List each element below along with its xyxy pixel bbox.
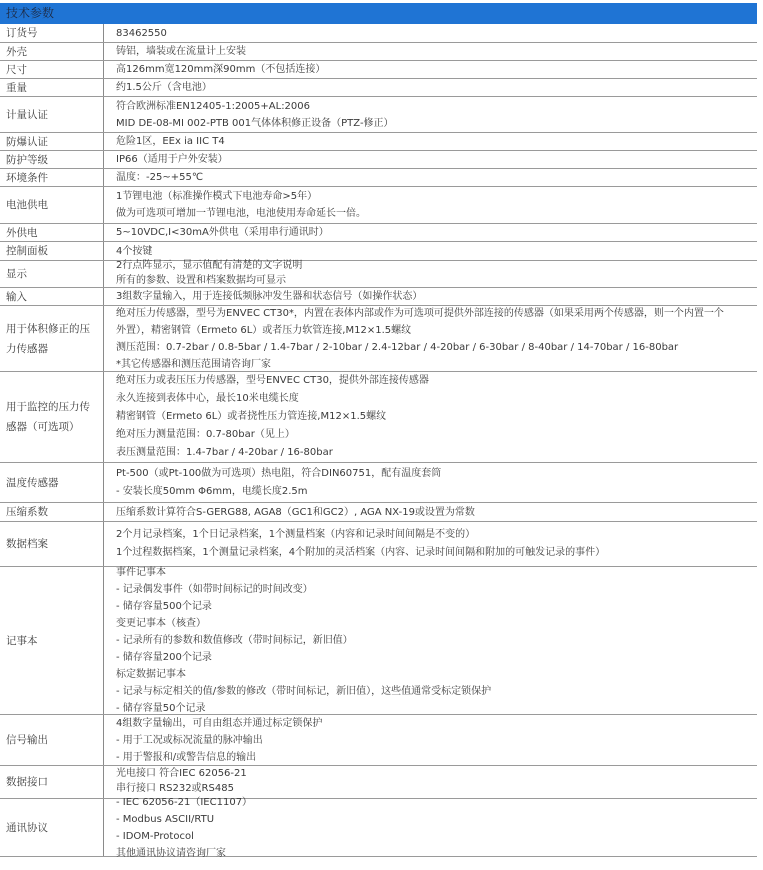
row-value-line: 其他通讯协议请咨询厂家 bbox=[116, 847, 226, 859]
row-label: 输入 bbox=[0, 288, 104, 305]
row-value-line: 永久连接到表体中心，最长10米电缆长度 bbox=[116, 393, 299, 404]
table-title: 技术参数 bbox=[0, 3, 757, 24]
table-row bbox=[0, 187, 757, 224]
row-value bbox=[104, 24, 757, 42]
row-value-line: 绝对压力测量范围：0.7-80bar（见上） bbox=[116, 429, 295, 440]
row-label bbox=[0, 372, 104, 462]
table-row bbox=[0, 242, 757, 261]
row-value-line: 光电接口 符合IEC 62056-21 bbox=[116, 768, 247, 780]
row-value-line: 测压范围：0.7-2bar / 0.8-5bar / 1.4-7bar / 2-10bar / 2.4-12bar / 4-20bar / 6-30bar / 8-40bar / 14-70bar / 16-80bar bbox=[116, 341, 679, 353]
row-value-line: 串行接口 RS232或RS485 bbox=[116, 783, 234, 794]
row-value-line: 2个月记录档案，1个日记录档案，1个测量档案（内容和记录时间间隔是不变的） bbox=[116, 529, 476, 540]
table-row bbox=[0, 503, 757, 522]
table-row bbox=[0, 306, 757, 372]
table-row bbox=[0, 261, 757, 288]
row-value-line: 4组数字量输出，可自由组态并通过标定锁保护 bbox=[116, 717, 323, 729]
table-row bbox=[0, 61, 757, 79]
row-value-line: 符合欧洲标准EN12405-1:2005+AL:2006 bbox=[116, 100, 311, 112]
row-value-line: - 记录所有的参数和数值修改（带时间标记，新旧值） bbox=[116, 635, 353, 646]
row-label: 环境条件 bbox=[0, 169, 104, 186]
row-value bbox=[104, 187, 757, 223]
table-row bbox=[0, 24, 757, 43]
row-value bbox=[104, 463, 757, 502]
row-value-line: IP66（适用于户外安装） bbox=[116, 154, 228, 165]
row-value-line: - 储存容量500个记录 bbox=[116, 601, 212, 612]
table-row bbox=[0, 463, 757, 503]
row-label: 压缩系数 bbox=[0, 503, 104, 521]
row-value-line: - 用于工况或标况流量的脉冲输出 bbox=[116, 734, 263, 746]
row-value bbox=[104, 151, 757, 168]
row-value bbox=[104, 372, 757, 462]
row-value bbox=[104, 522, 757, 566]
row-label-line: 用于监控的压力传 bbox=[6, 401, 90, 413]
table-row bbox=[0, 288, 757, 306]
row-value-line: - 用于警报和/或警告信息的输出 bbox=[116, 751, 257, 763]
row-value-line: 83462550 bbox=[116, 27, 167, 39]
table-row bbox=[0, 796, 757, 859]
row-value bbox=[104, 97, 757, 132]
row-label: 防爆认证 bbox=[0, 133, 104, 150]
row-value-line: 压缩系数计算符合S-GERG88, AGA8（GC1和GC2）, AGA NX-19或设置为常数 bbox=[116, 506, 475, 518]
row-label: 通讯协议 bbox=[0, 799, 104, 856]
row-label: 外壳 bbox=[0, 43, 104, 60]
row-value-line: 绝对压力传感器，型号为ENVEC CT30*，内置在表体内部或作为可选项可提供外部连接的传感器（如果采用两个传感器，则一个内置一个 bbox=[116, 307, 724, 319]
tech-spec-table bbox=[0, 3, 757, 857]
row-value-line: - Modbus ASCII/RTU bbox=[116, 813, 215, 825]
table-row bbox=[0, 79, 757, 97]
row-value-line: 绝对压力或表压压力传感器，型号ENVEC CT30，提供外部连接传感器 bbox=[116, 375, 429, 386]
row-value-line: 3组数字量输入，用于连接低频脉冲发生器和状态信号（如操作状态） bbox=[116, 291, 423, 302]
row-value-line: 所有的参数、设置和档案数据均可显示 bbox=[116, 275, 286, 286]
row-value bbox=[104, 796, 757, 859]
row-value-line: Pt-500（或Pt-100做为可选项）热电阻，符合DIN60751，配有温度套筒 bbox=[116, 467, 442, 479]
table-row bbox=[0, 372, 757, 463]
row-label: 防护等级 bbox=[0, 151, 104, 168]
row-label: 温度传感器 bbox=[0, 463, 104, 502]
row-value-line: 约1.5公斤（含电池） bbox=[116, 82, 212, 93]
table-row bbox=[0, 522, 757, 567]
table-row bbox=[0, 169, 757, 187]
row-value-line: 危险1区，EEx ia IIC T4 bbox=[116, 136, 225, 147]
table-body bbox=[0, 24, 757, 857]
row-value bbox=[104, 715, 757, 765]
row-value-line: 变更记事本（核查） bbox=[116, 618, 206, 629]
row-value-line: - 储存容量50个记录 bbox=[116, 703, 206, 714]
row-value bbox=[104, 169, 757, 186]
row-label: 尺寸 bbox=[0, 61, 104, 78]
row-label: 订货号 bbox=[0, 24, 104, 42]
row-value-line: 1个过程数据档案，1个测量记录档案，4个附加的灵活档案（内容、记录时间间隔和附加的可触发记录的事件） bbox=[116, 547, 606, 558]
table-row bbox=[0, 151, 757, 169]
row-value-line: - 安装长度50mm Φ6mm，电缆长度2.5m bbox=[116, 485, 308, 497]
row-value-line: 5~10VDC,I<30mA外供电（采用串行通讯时） bbox=[116, 227, 329, 238]
row-value bbox=[104, 61, 757, 78]
row-value-line: - IEC 62056-21（IEC1107） bbox=[116, 796, 253, 808]
row-label: 数据档案 bbox=[0, 522, 104, 566]
row-value-line: 做为可选项可增加一节锂电池，电池使用寿命延长一倍。 bbox=[116, 208, 366, 219]
row-value-line: 事件记事本 bbox=[116, 567, 166, 578]
row-value bbox=[104, 43, 757, 60]
row-value-line: 温度：-25~+55℃ bbox=[116, 172, 204, 183]
table-row bbox=[0, 97, 757, 133]
row-value-line: 高126mm宽120mm深90mm（不包括连接） bbox=[116, 64, 326, 75]
row-value-line: MID DE-08-MI 002-PTB 001气体体积修正设备（PTZ-修正） bbox=[116, 117, 394, 129]
row-label: 外供电 bbox=[0, 224, 104, 241]
table-row bbox=[0, 133, 757, 151]
row-value-line: - 记录偶发事件（如带时间标记的时间改变） bbox=[116, 584, 313, 595]
row-value-line: 表压测量范围：1.4-7bar / 4-20bar / 16-80bar bbox=[116, 447, 333, 458]
table-row bbox=[0, 715, 757, 766]
row-value-line: - 储存容量200个记录 bbox=[116, 652, 212, 663]
row-label bbox=[0, 306, 104, 371]
row-value-line: 1节锂电池（标准操作模式下电池寿命>5年） bbox=[116, 191, 318, 202]
row-value bbox=[104, 261, 757, 287]
row-label-line: 用于体积修正的压 bbox=[6, 322, 90, 335]
row-label: 显示 bbox=[0, 261, 104, 287]
row-value bbox=[104, 133, 757, 150]
row-label: 记事本 bbox=[0, 567, 104, 714]
row-label: 数据接口 bbox=[0, 766, 104, 798]
row-value bbox=[104, 79, 757, 96]
row-value bbox=[104, 224, 757, 241]
row-value bbox=[104, 242, 757, 260]
row-label: 信号输出 bbox=[0, 715, 104, 765]
row-value bbox=[104, 288, 757, 305]
row-label: 重量 bbox=[0, 79, 104, 96]
row-value bbox=[104, 503, 757, 521]
table-row bbox=[0, 567, 757, 715]
row-value bbox=[104, 306, 757, 371]
table-row bbox=[0, 43, 757, 61]
row-label: 控制面板 bbox=[0, 242, 104, 260]
row-value-line: - IDOM-Protocol bbox=[116, 830, 194, 842]
row-value-line: 外置），精密钢管（Ermeto 6L）或者压力软管连接,M12×1.5螺纹 bbox=[116, 324, 412, 336]
row-label: 电池供电 bbox=[0, 187, 104, 223]
table-row bbox=[0, 224, 757, 242]
row-value-line: *其它传感器和测压范围请咨询厂家 bbox=[116, 358, 271, 370]
row-value-line: - 记录与标定相关的值/参数的修改（带时间标记，新旧值），这些值通常受标定锁保护 bbox=[116, 686, 492, 697]
row-value-line: 4个按键 bbox=[116, 245, 153, 257]
row-label: 计量认证 bbox=[0, 97, 104, 132]
row-value-line: 标定数据记事本 bbox=[116, 669, 186, 680]
row-value-line: 铸铝，墙装或在流量计上安装 bbox=[116, 46, 246, 57]
row-label-line: 感器（可选项） bbox=[6, 421, 80, 433]
row-label-line: 力传感器 bbox=[6, 342, 48, 355]
row-value bbox=[104, 567, 757, 714]
row-value-line: 2行点阵显示，显示值配有清楚的文字说明 bbox=[116, 260, 303, 272]
row-value-line: 精密钢管（Ermeto 6L）或者挠性压力管连接,M12×1.5螺纹 bbox=[116, 411, 387, 422]
